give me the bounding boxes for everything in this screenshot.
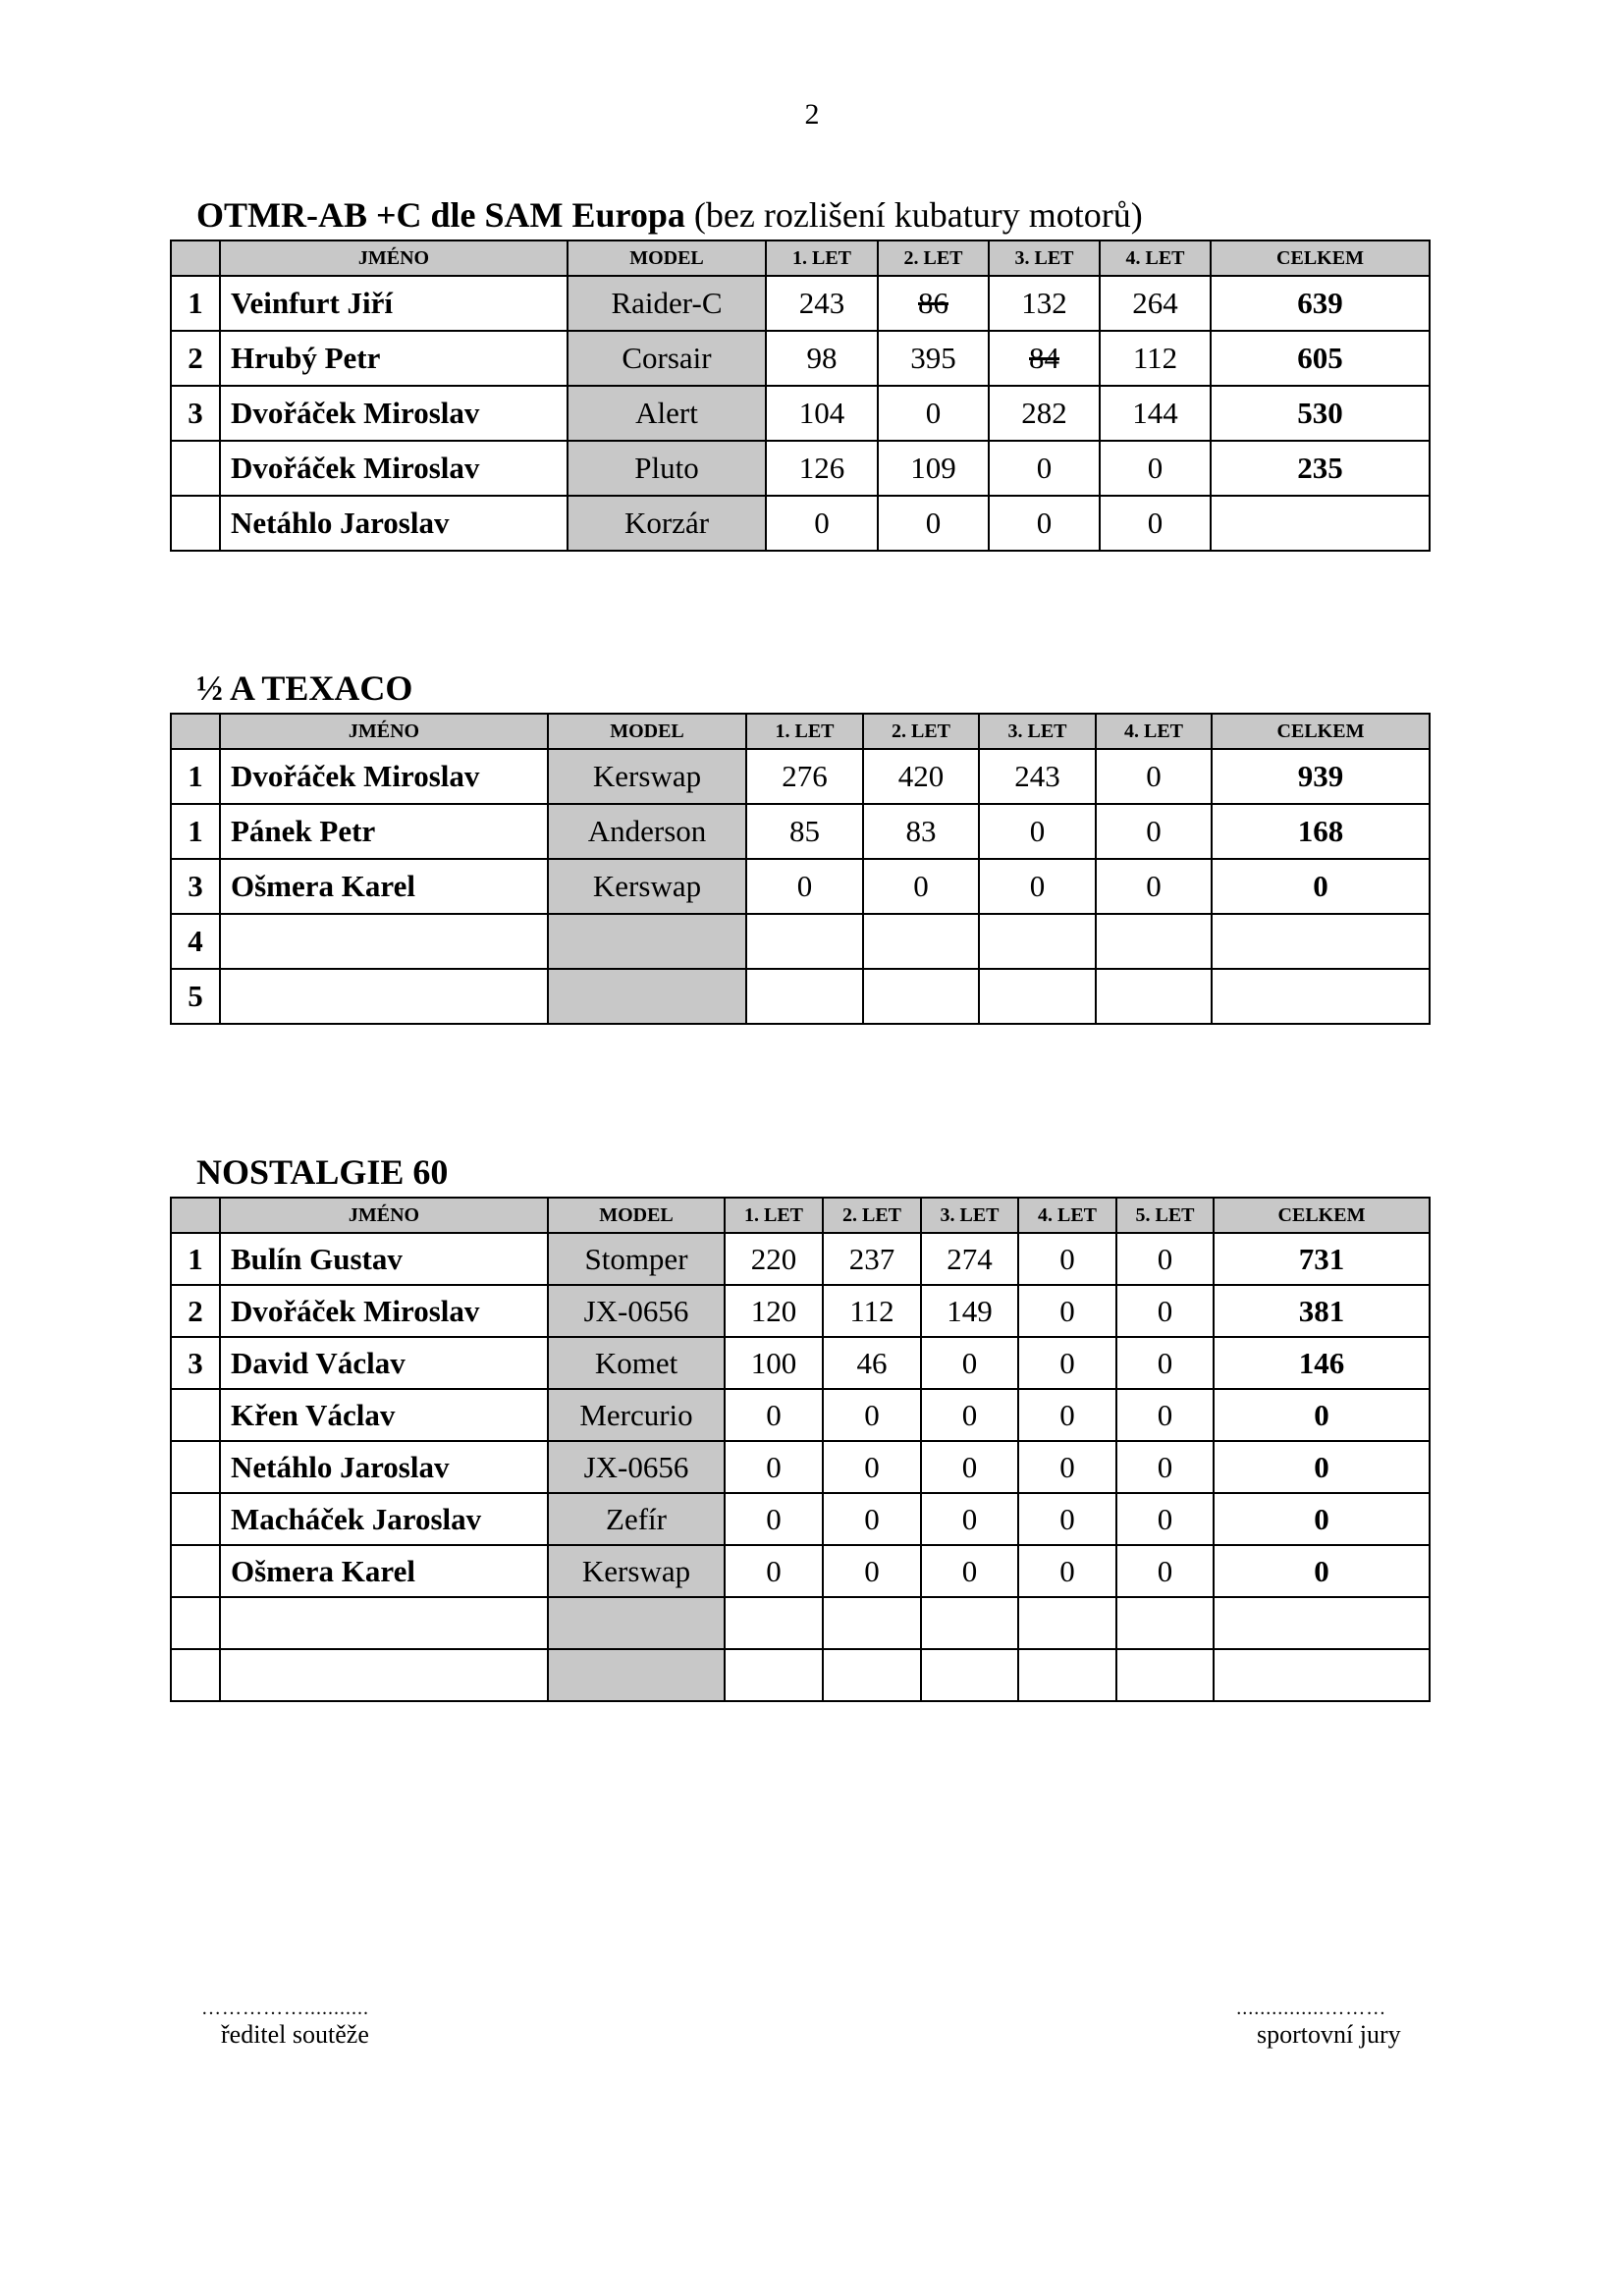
- rank-cell: 4: [171, 914, 220, 969]
- table-row: [171, 386, 1430, 441]
- section-title: [196, 667, 1431, 709]
- flight-cell: 112: [1100, 331, 1211, 386]
- total-cell: 0: [1212, 859, 1430, 914]
- name-cell: Ošmera Karel: [220, 859, 548, 914]
- name-cell: Veinfurt Jiří: [220, 276, 568, 331]
- name-cell: Ošmera Karel: [220, 1545, 548, 1597]
- total-cell: 639: [1211, 276, 1430, 331]
- column-header: 4. LET: [1100, 240, 1211, 276]
- flight-cell: 276: [746, 749, 863, 804]
- flight-cell: [725, 1649, 823, 1701]
- total-cell: 530: [1211, 386, 1430, 441]
- flight-cell: 0: [1018, 1285, 1116, 1337]
- flight-cell: 0: [921, 1389, 1018, 1441]
- signature-label: sportovní jury: [1257, 2020, 1401, 2049]
- model-cell: Kerswap: [548, 859, 746, 914]
- column-header: 3. LET: [979, 714, 1096, 749]
- flight-cell: 0: [979, 859, 1096, 914]
- flight-cell: 112: [823, 1285, 921, 1337]
- flight-cell: 0: [725, 1545, 823, 1597]
- flight-cell: [823, 1597, 921, 1649]
- total-cell: 0: [1214, 1389, 1430, 1441]
- model-cell: Alert: [568, 386, 766, 441]
- total-cell: 168: [1212, 804, 1430, 859]
- table-row: [171, 496, 1430, 551]
- section-otmr: [170, 194, 1431, 552]
- rank-cell: [171, 1493, 220, 1545]
- section-texaco: [170, 667, 1431, 1025]
- flight-cell: 98: [766, 331, 878, 386]
- flight-cell: 0: [725, 1441, 823, 1493]
- flight-cell: 220: [725, 1233, 823, 1285]
- table-row: [171, 1649, 1430, 1701]
- flight-cell: 0: [1100, 441, 1211, 496]
- section-title-text: OTMR-AB +C dle SAM Europa: [196, 195, 685, 235]
- column-header: [171, 714, 220, 749]
- rank-cell: [171, 1649, 220, 1701]
- model-cell: Pluto: [568, 441, 766, 496]
- flight-cell: 0: [1096, 804, 1212, 859]
- total-cell: [1214, 1649, 1430, 1701]
- flight-cell: 0: [1018, 1233, 1116, 1285]
- column-header: 2. LET: [863, 714, 979, 749]
- total-cell: 605: [1211, 331, 1430, 386]
- flight-cell: 149: [921, 1285, 1018, 1337]
- model-cell: Komet: [548, 1337, 725, 1389]
- model-cell: [548, 969, 746, 1024]
- section-title: [196, 194, 1431, 236]
- rank-cell: [171, 441, 220, 496]
- total-cell: [1212, 914, 1430, 969]
- table-row: [171, 441, 1430, 496]
- flight-cell: 0: [921, 1441, 1018, 1493]
- table-row: [171, 804, 1430, 859]
- flight-cell: 83: [863, 804, 979, 859]
- flight-cell: [863, 914, 979, 969]
- column-header: 1. LET: [766, 240, 878, 276]
- table-header-row: [171, 240, 1430, 276]
- flight-cell: 0: [878, 496, 989, 551]
- flight-cell: 0: [1018, 1441, 1116, 1493]
- model-cell: Kerswap: [548, 1545, 725, 1597]
- rank-cell: [171, 496, 220, 551]
- flight-cell: [921, 1649, 1018, 1701]
- rank-cell: 1: [171, 749, 220, 804]
- column-header: 5. LET: [1116, 1198, 1214, 1233]
- name-cell: Dvořáček Miroslav: [220, 1285, 548, 1337]
- column-header: 2. LET: [878, 240, 989, 276]
- flight-cell: 274: [921, 1233, 1018, 1285]
- flight-cell: 85: [746, 804, 863, 859]
- rank-cell: 3: [171, 1337, 220, 1389]
- table-row: [171, 276, 1430, 331]
- results-table: [170, 240, 1431, 552]
- section-title: [196, 1151, 1431, 1193]
- flight-cell: [1018, 1597, 1116, 1649]
- model-cell: Korzár: [568, 496, 766, 551]
- flight-cell: [1096, 969, 1212, 1024]
- name-cell: [220, 1649, 548, 1701]
- column-header: CELKEM: [1214, 1198, 1430, 1233]
- flight-cell: 0: [725, 1493, 823, 1545]
- flight-cell: 0: [823, 1441, 921, 1493]
- rank-cell: [171, 1389, 220, 1441]
- column-header: 1. LET: [725, 1198, 823, 1233]
- model-cell: Zefír: [548, 1493, 725, 1545]
- model-cell: [548, 914, 746, 969]
- results-table: [170, 1197, 1431, 1702]
- name-cell: Macháček Jaroslav: [220, 1493, 548, 1545]
- column-header: 3. LET: [921, 1198, 1018, 1233]
- flight-cell: [863, 969, 979, 1024]
- flight-cell: 0: [921, 1493, 1018, 1545]
- model-cell: [548, 1649, 725, 1701]
- name-cell: Dvořáček Miroslav: [220, 441, 568, 496]
- column-header: 4. LET: [1096, 714, 1212, 749]
- model-cell: Anderson: [548, 804, 746, 859]
- flight-cell: 84: [989, 331, 1100, 386]
- flight-cell: 395: [878, 331, 989, 386]
- flight-cell: 0: [1116, 1285, 1214, 1337]
- flight-cell: [823, 1649, 921, 1701]
- total-cell: 0: [1214, 1441, 1430, 1493]
- flight-cell: [921, 1597, 1018, 1649]
- table-row: [171, 1233, 1430, 1285]
- flight-cell: 0: [1096, 749, 1212, 804]
- rank-cell: [171, 1545, 220, 1597]
- flight-cell: 120: [725, 1285, 823, 1337]
- flight-cell: 243: [766, 276, 878, 331]
- name-cell: David Václav: [220, 1337, 548, 1389]
- flight-cell: 282: [989, 386, 1100, 441]
- flight-cell: 0: [1116, 1493, 1214, 1545]
- flight-cell: [746, 969, 863, 1024]
- column-header: 3. LET: [989, 240, 1100, 276]
- column-header: MODEL: [548, 1198, 725, 1233]
- table-row: [171, 1441, 1430, 1493]
- column-header: JMÉNO: [220, 714, 548, 749]
- total-cell: 0: [1214, 1493, 1430, 1545]
- name-cell: Hrubý Petr: [220, 331, 568, 386]
- name-cell: Pánek Petr: [220, 804, 548, 859]
- rank-cell: 5: [171, 969, 220, 1024]
- column-header: MODEL: [568, 240, 766, 276]
- table-row: [171, 749, 1430, 804]
- flight-cell: 0: [878, 386, 989, 441]
- name-cell: Dvořáček Miroslav: [220, 386, 568, 441]
- table-row: [171, 859, 1430, 914]
- model-cell: JX-0656: [548, 1285, 725, 1337]
- total-cell: 146: [1214, 1337, 1430, 1389]
- flight-cell: 0: [1116, 1337, 1214, 1389]
- rank-cell: [171, 1441, 220, 1493]
- column-header: [171, 1198, 220, 1233]
- flight-cell: 86: [878, 276, 989, 331]
- table-row: [171, 1597, 1430, 1649]
- model-cell: Mercurio: [548, 1389, 725, 1441]
- section-title-text: NOSTALGIE 60: [196, 1152, 449, 1192]
- flight-cell: 0: [1018, 1545, 1116, 1597]
- results-table: [170, 713, 1431, 1025]
- column-header: MODEL: [548, 714, 746, 749]
- flight-cell: 0: [1018, 1493, 1116, 1545]
- signature-line: ...............………: [1236, 1998, 1387, 2019]
- flight-cell: [1096, 914, 1212, 969]
- flight-cell: 104: [766, 386, 878, 441]
- model-cell: [548, 1597, 725, 1649]
- column-header: JMÉNO: [220, 240, 568, 276]
- column-header: 1. LET: [746, 714, 863, 749]
- rank-cell: 1: [171, 1233, 220, 1285]
- flight-cell: [979, 914, 1096, 969]
- page-number: 2: [804, 98, 820, 131]
- flight-cell: 100: [725, 1337, 823, 1389]
- table-row: [171, 914, 1430, 969]
- name-cell: Křen Václav: [220, 1389, 548, 1441]
- table-row: [171, 969, 1430, 1024]
- flight-cell: 0: [1116, 1545, 1214, 1597]
- flight-cell: 46: [823, 1337, 921, 1389]
- rank-cell: 2: [171, 1285, 220, 1337]
- column-header: CELKEM: [1211, 240, 1430, 276]
- flight-cell: 0: [989, 441, 1100, 496]
- flight-cell: [1018, 1649, 1116, 1701]
- flight-cell: 264: [1100, 276, 1211, 331]
- model-cell: JX-0656: [548, 1441, 725, 1493]
- flight-cell: 132: [989, 276, 1100, 331]
- name-cell: [220, 1597, 548, 1649]
- rank-cell: 3: [171, 386, 220, 441]
- total-cell: 731: [1214, 1233, 1430, 1285]
- total-cell: [1211, 496, 1430, 551]
- flight-cell: 0: [921, 1337, 1018, 1389]
- signature-label: ředitel soutěže: [221, 2020, 369, 2049]
- flight-cell: [725, 1597, 823, 1649]
- flight-cell: 126: [766, 441, 878, 496]
- flight-cell: 0: [1100, 496, 1211, 551]
- name-cell: Bulín Gustav: [220, 1233, 548, 1285]
- flight-cell: 144: [1100, 386, 1211, 441]
- flight-cell: 0: [1018, 1337, 1116, 1389]
- flight-cell: 0: [725, 1389, 823, 1441]
- rank-cell: [171, 1597, 220, 1649]
- flight-cell: 0: [766, 496, 878, 551]
- flight-cell: 0: [823, 1545, 921, 1597]
- total-cell: 939: [1212, 749, 1430, 804]
- flight-cell: [1116, 1597, 1214, 1649]
- signature-line: ……………...........: [201, 1998, 369, 2019]
- flight-cell: [746, 914, 863, 969]
- model-cell: Stomper: [548, 1233, 725, 1285]
- name-cell: Netáhlo Jaroslav: [220, 1441, 548, 1493]
- total-cell: [1214, 1597, 1430, 1649]
- rank-cell: 3: [171, 859, 220, 914]
- name-cell: Dvořáček Miroslav: [220, 749, 548, 804]
- section-nostalgie: [170, 1151, 1431, 1702]
- name-cell: [220, 914, 548, 969]
- flight-cell: 0: [823, 1389, 921, 1441]
- flight-cell: 0: [1116, 1233, 1214, 1285]
- total-cell: 0: [1214, 1545, 1430, 1597]
- flight-cell: 420: [863, 749, 979, 804]
- name-cell: Netáhlo Jaroslav: [220, 496, 568, 551]
- flight-cell: 0: [1116, 1389, 1214, 1441]
- table-row: [171, 1545, 1430, 1597]
- flight-cell: 0: [979, 804, 1096, 859]
- signature-director: [201, 1998, 369, 2050]
- table-row: [171, 1285, 1430, 1337]
- table-header-row: [171, 714, 1430, 749]
- flight-cell: 0: [1096, 859, 1212, 914]
- name-cell: [220, 969, 548, 1024]
- signature-jury: [1222, 1998, 1401, 2050]
- total-cell: 381: [1214, 1285, 1430, 1337]
- flight-cell: 0: [746, 859, 863, 914]
- column-header: 2. LET: [823, 1198, 921, 1233]
- flight-cell: 109: [878, 441, 989, 496]
- flight-cell: 243: [979, 749, 1096, 804]
- column-header: JMÉNO: [220, 1198, 548, 1233]
- total-cell: 235: [1211, 441, 1430, 496]
- flight-cell: 0: [823, 1493, 921, 1545]
- model-cell: Kerswap: [548, 749, 746, 804]
- table-header-row: [171, 1198, 1430, 1233]
- flight-cell: 0: [1116, 1441, 1214, 1493]
- column-header: [171, 240, 220, 276]
- rank-cell: 2: [171, 331, 220, 386]
- model-cell: Corsair: [568, 331, 766, 386]
- model-cell: Raider-C: [568, 276, 766, 331]
- section-title-text: ½ A TEXACO: [196, 668, 413, 708]
- flight-cell: 0: [1018, 1389, 1116, 1441]
- flight-cell: 0: [989, 496, 1100, 551]
- table-row: [171, 331, 1430, 386]
- flight-cell: 0: [921, 1545, 1018, 1597]
- column-header: CELKEM: [1212, 714, 1430, 749]
- flight-cell: 0: [863, 859, 979, 914]
- section-subtitle: (bez rozlišení kubatury motorů): [693, 195, 1143, 235]
- table-row: [171, 1493, 1430, 1545]
- rank-cell: 1: [171, 804, 220, 859]
- total-cell: [1212, 969, 1430, 1024]
- rank-cell: 1: [171, 276, 220, 331]
- flight-cell: [1116, 1649, 1214, 1701]
- flight-cell: [979, 969, 1096, 1024]
- flight-cell: 237: [823, 1233, 921, 1285]
- column-header: 4. LET: [1018, 1198, 1116, 1233]
- table-row: [171, 1337, 1430, 1389]
- table-row: [171, 1389, 1430, 1441]
